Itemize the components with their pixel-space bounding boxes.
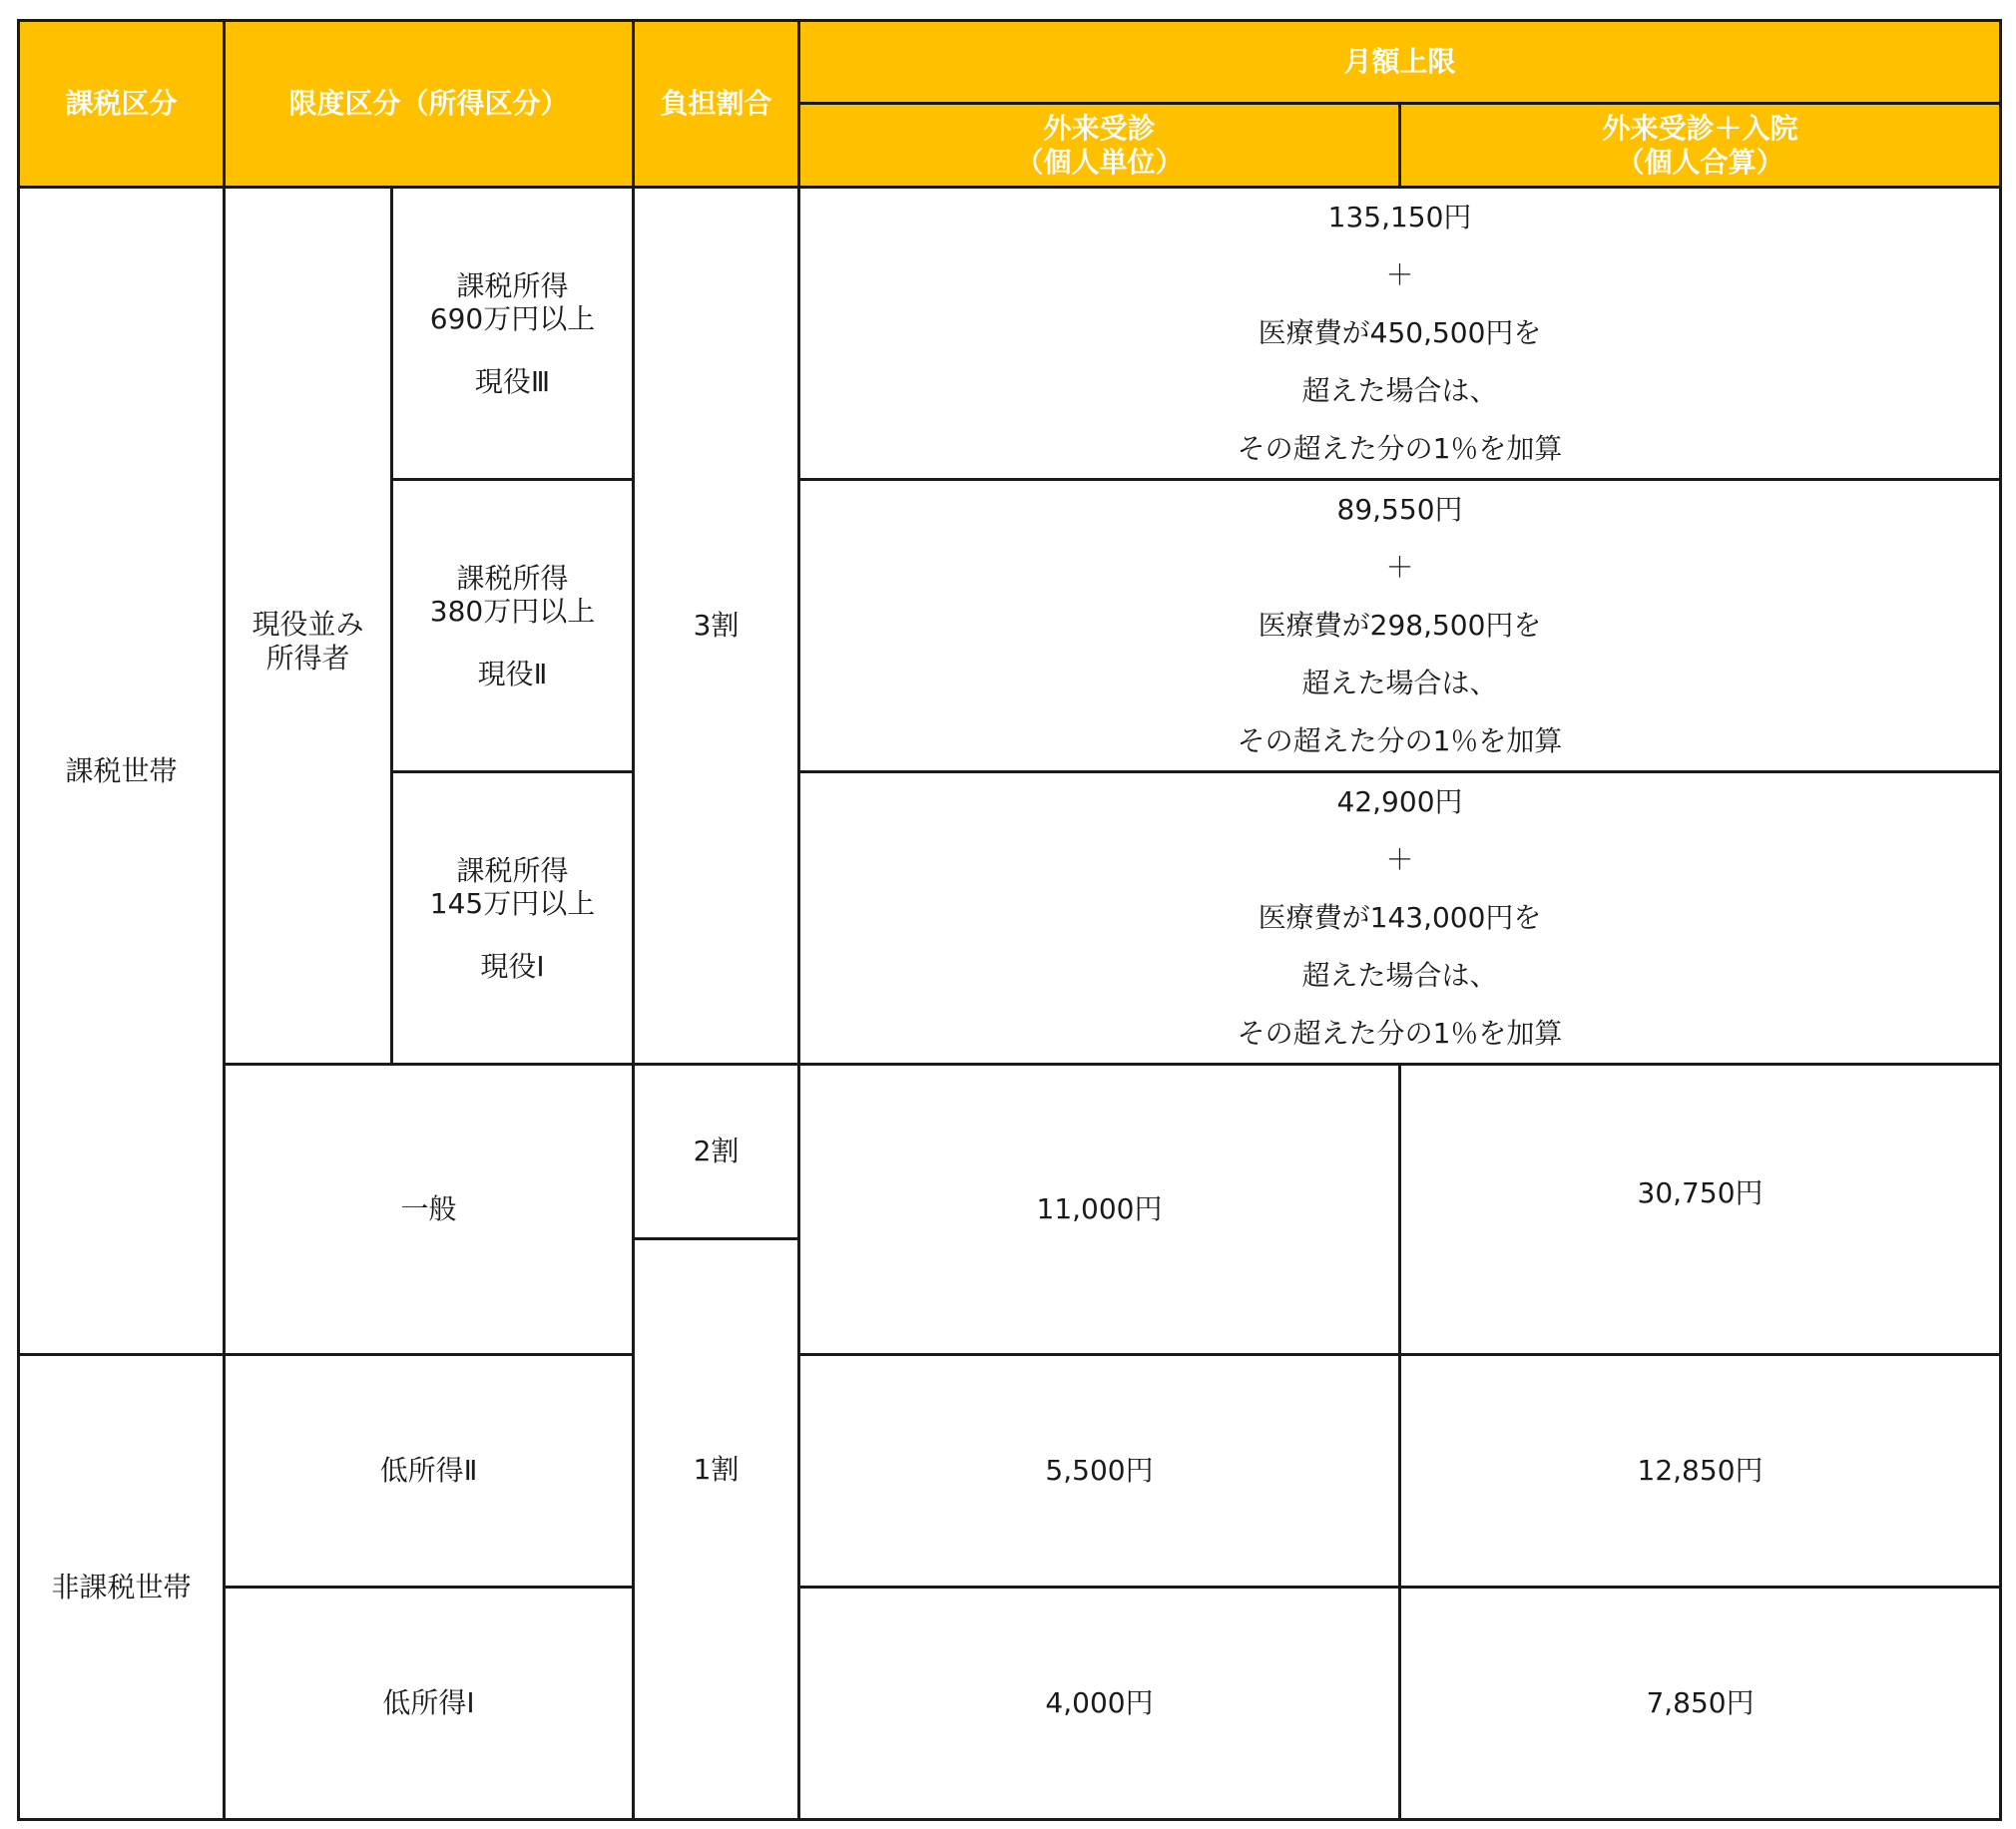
table-header — [19, 21, 2001, 188]
header-tax-category: 課税区分 — [19, 21, 225, 188]
taxable-household-label: 課税世帯 — [65, 753, 178, 787]
limit-threshold: 医療費が450,500円を — [1258, 316, 1542, 349]
ratio-low-label: 1割 — [693, 1452, 740, 1486]
low-income-outpatient-cell — [799, 1588, 1400, 1820]
header-burden-ratio: 負担割合 — [634, 21, 799, 188]
ratio-general-label: 2割 — [693, 1135, 740, 1168]
low-income-combined-value: 12,850円 — [1637, 1454, 1764, 1488]
header-outpatient-line1: 外来受診 — [1043, 111, 1156, 145]
header-outpatient-inpatient — [1400, 104, 2001, 188]
tier-income-line2: 380万円以上 — [429, 594, 596, 628]
ratio-general-cell — [634, 1065, 799, 1239]
tier-income-line1: 課税所得 — [456, 561, 569, 595]
header-limit-category: 限度区分（所得区分） — [225, 21, 634, 188]
header-combined-line1: 外来受診＋入院 — [1602, 111, 1798, 145]
ratio-low-cell — [634, 1239, 799, 1820]
limit-plus-sign: ＋ — [1385, 551, 1414, 584]
tier-limit-cell — [799, 772, 2001, 1065]
tier-income-line1: 課税所得 — [456, 268, 569, 302]
low-income-label-cell — [225, 1355, 634, 1588]
limit-threshold: 医療費が298,500円を — [1258, 609, 1542, 642]
limit-plus-sign: ＋ — [1385, 258, 1414, 291]
header-outpatient-line2: （個人単位） — [1015, 145, 1184, 179]
working-income-line2: 所得者 — [265, 642, 350, 675]
tier-class-label: 現役Ⅰ — [480, 949, 545, 983]
tier-class-label: 現役Ⅲ — [474, 364, 551, 398]
limit-condition: 超えた場合は、 — [1301, 667, 1498, 699]
low-income-combined-cell — [1400, 1355, 2001, 1588]
header-outpatient — [799, 104, 1400, 188]
limit-surcharge: その超えた分の1％を加算 — [1237, 1017, 1563, 1050]
general-combined-cell — [1400, 1065, 2001, 1355]
low-income-combined-cell — [1400, 1588, 2001, 1820]
low-income-label: 低所得Ⅰ — [382, 1686, 475, 1720]
low-income-outpatient-cell — [799, 1355, 1400, 1588]
limit-base-amount: 42,900円 — [1336, 785, 1463, 818]
general-outpatient-value: 11,000円 — [1036, 1192, 1163, 1226]
low-income-combined-value: 7,850円 — [1646, 1686, 1755, 1720]
working-income-line1: 現役並み — [252, 608, 364, 642]
tier-limit-cell — [799, 188, 2001, 480]
tier-income-cell — [392, 772, 634, 1065]
general-label: 一般 — [400, 1192, 457, 1226]
limit-surcharge: その超えた分の1％を加算 — [1237, 432, 1563, 465]
tier-limit-cell — [799, 480, 2001, 772]
taxable-household-cell — [19, 188, 225, 1355]
limit-threshold: 医療費が143,000円を — [1258, 901, 1542, 934]
limit-condition: 超えた場合は、 — [1301, 959, 1498, 992]
tier-income-line1: 課税所得 — [456, 853, 569, 887]
tier-income-line2: 145万円以上 — [429, 886, 596, 920]
header-combined-line2: （個人合算） — [1616, 145, 1784, 179]
table-wrapper — [17, 19, 2002, 1821]
tier-class-label: 現役Ⅱ — [477, 657, 548, 690]
general-label-cell — [225, 1065, 634, 1355]
low-income-label: 低所得Ⅱ — [379, 1454, 478, 1488]
non-taxable-household-cell — [19, 1355, 225, 1820]
medical-cost-limit-table — [17, 19, 2002, 1821]
non-taxable-household-label: 非課税世帯 — [51, 1570, 192, 1603]
limit-base-amount: 89,550円 — [1336, 493, 1463, 526]
ratio-working-cell — [634, 188, 799, 1065]
tier-income-line2: 690万円以上 — [429, 301, 596, 335]
low-income-outpatient-value: 5,500円 — [1045, 1454, 1154, 1488]
limit-base-amount: 135,150円 — [1327, 201, 1472, 233]
tier-income-cell — [392, 480, 634, 772]
general-combined-value: 30,750円 — [1637, 1176, 1764, 1210]
general-outpatient-cell — [799, 1065, 1400, 1355]
limit-surcharge: その超えた分の1％を加算 — [1237, 724, 1563, 757]
limit-condition: 超えた場合は、 — [1301, 374, 1498, 407]
table-body — [19, 188, 2001, 1820]
limit-plus-sign: ＋ — [1385, 843, 1414, 876]
low-income-outpatient-value: 4,000円 — [1045, 1686, 1154, 1720]
low-income-label-cell — [225, 1588, 634, 1820]
working-income-cell — [225, 188, 392, 1065]
header-monthly-limit: 月額上限 — [799, 21, 2001, 104]
tier-income-cell — [392, 188, 634, 480]
ratio-working-label: 3割 — [693, 609, 740, 643]
